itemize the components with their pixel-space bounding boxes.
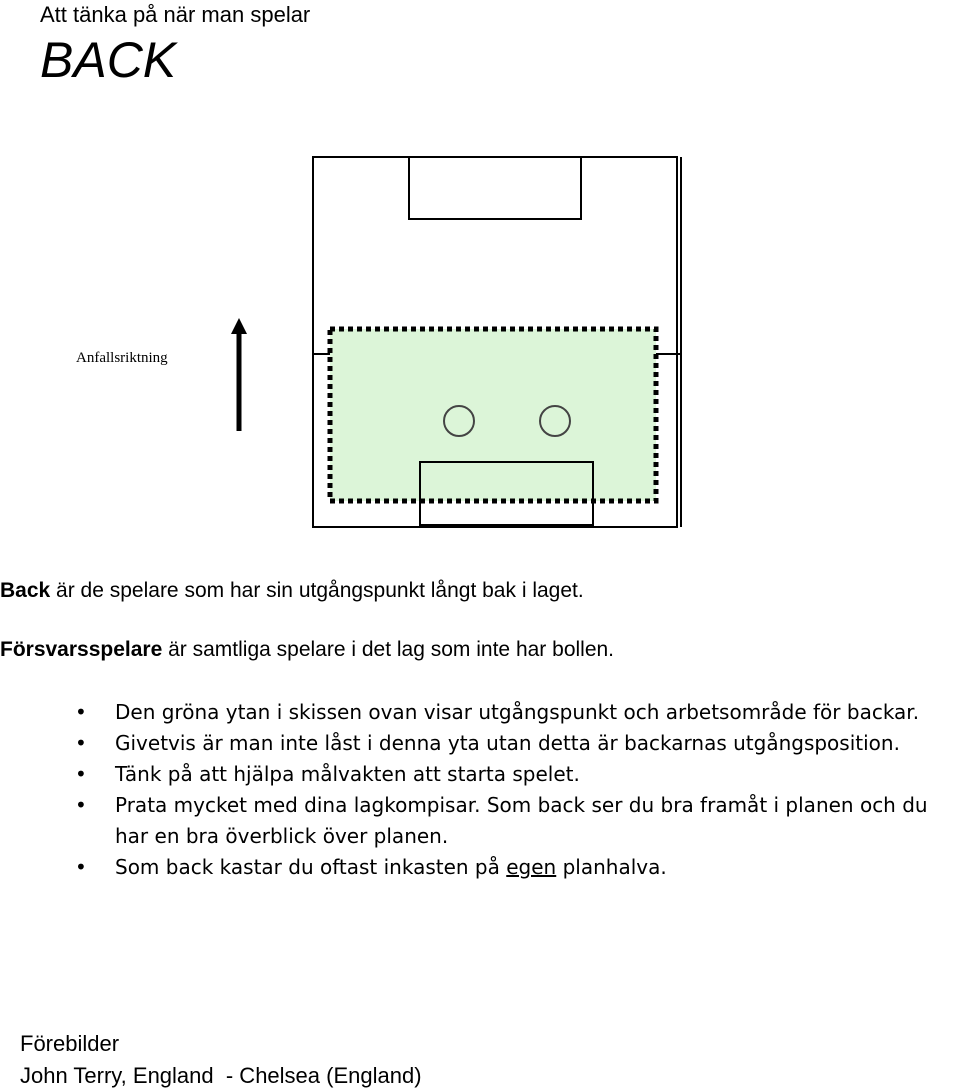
underlined-word: egen [506,855,557,879]
bullet-icon: • [75,731,87,755]
back-definition [0,579,584,603]
pitch-diagram [60,150,700,535]
list-item [75,790,960,852]
top-goal-area [409,157,581,219]
bullet-icon: • [75,793,87,817]
bullet-icon: • [75,700,87,724]
list-item-text-start: Som back kastar du oftast inkasten på [115,855,507,879]
role-models-heading: Förebilder [20,1031,120,1056]
back-term: Back [0,579,51,602]
page-title: BACK [40,32,177,88]
back-definition-text: är de spelare som har sin utgångspunkt långt bak i laget. [50,579,584,602]
list-item [75,728,960,759]
list-item [75,697,960,728]
list-item [75,852,960,883]
defender-definition-text: är samtliga spelare i det lag som inte har bollen. [162,638,615,661]
arrow-head-icon [231,318,247,334]
list-item-text-end: planhalva. [556,855,667,879]
defender-definition [0,638,614,662]
list-item-text: Tänk på att hjälpa målvakten att starta spelet. [115,762,580,786]
defender-term: Försvarsspelare [0,638,163,661]
bullet-icon: • [75,855,87,879]
list-item-text: Den gröna ytan i skissen ovan visar utgångspunkt och arbetsområde för backar. [115,700,920,724]
list-item-text: Givetvis är man inte låst i denna yta utan detta är backarnas utgångsposition. [115,731,900,755]
list-item-text: Prata mycket med dina lagkompisar. Som back ser du bra framåt i planen och du har en bra överblick över planen. [115,793,928,848]
list-item [75,759,960,790]
list-item-text [115,855,667,879]
bullet-icon: • [75,762,87,786]
attack-direction-label: Anfallsriktning [76,350,168,366]
back-zone [330,329,656,501]
page-subtitle: Att tänka på när man spelar [40,2,311,27]
bullet-list [75,697,960,883]
role-model-line: John Terry, England - Chelsea (England) [20,1063,422,1088]
